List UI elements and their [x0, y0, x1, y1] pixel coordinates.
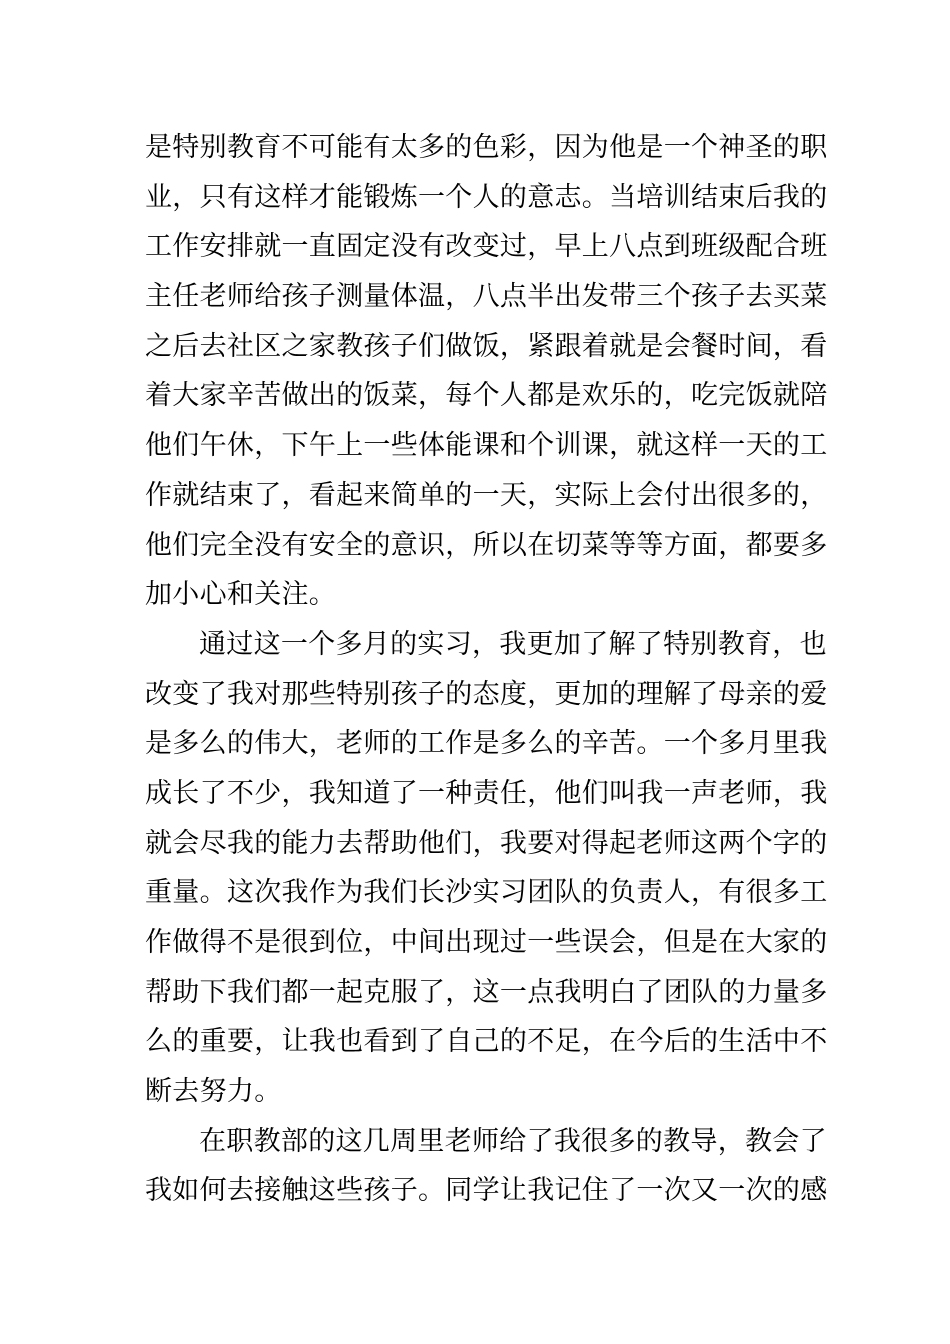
- text-line: 是多么的伟大，老师的工作是多么的辛苦。一个多月里我: [145, 728, 828, 760]
- text-line: 加小心和关注。: [145, 579, 337, 611]
- text-line: 帮助下我们都一起克服了，这一点我明白了团队的力量多: [145, 976, 828, 1008]
- text-line: 之后去社区之家教孩子们做饭，紧跟着就是会餐时间，看: [145, 330, 828, 362]
- text-line: 就会尽我的能力去帮助他们，我要对得起老师这两个字的: [145, 827, 828, 859]
- paragraph-first-line: 通过这一个多月的实习，我更加了解了特别教育，也: [199, 628, 827, 660]
- paragraph-first-line: 在职教部的这几周里老师给了我很多的教导，教会了: [199, 1125, 827, 1157]
- text-line: 断去努力。: [145, 1076, 282, 1108]
- text-line: 他们午休，下午上一些体能课和个训课，就这样一天的工: [145, 430, 828, 462]
- text-line: 工作安排就一直固定没有改变过，早上八点到班级配合班: [145, 231, 828, 263]
- text-line: 重量。这次我作为我们长沙实习团队的负责人，有很多工: [145, 877, 828, 909]
- text-line: 我如何去接触这些孩子。同学让我记住了一次又一次的感: [145, 1175, 828, 1207]
- text-line: 是特别教育不可能有太多的色彩，因为他是一个神圣的职: [145, 132, 828, 163]
- text-line: 作做得不是很到位，中间出现过一些误会，但是在大家的: [145, 927, 828, 958]
- text-line: 么的重要，让我也看到了自己的不足，在今后的生活中不: [145, 1026, 828, 1058]
- text-line: 改变了我对那些特别孩子的态度，更加的理解了母亲的爱: [145, 678, 828, 710]
- body-text: [145, 128, 828, 1221]
- text-line: 他们完全没有安全的意识，所以在切菜等等方面，都要多: [145, 529, 828, 561]
- text-line: 成长了不少，我知道了一种责任，他们叫我一声老师，我: [145, 777, 828, 809]
- text-line: 业，只有这样才能锻炼一个人的意志。当培训结束后我的: [145, 181, 828, 213]
- text-line: 着大家辛苦做出的饭菜，每个人都是欢乐的，吃完饭就陪: [145, 380, 828, 412]
- text-line: 主任老师给孩子测量体温，八点半出发带三个孩子去买菜: [145, 281, 828, 313]
- text-line: 作就结束了，看起来简单的一天，实际上会付出很多的，: [145, 479, 828, 511]
